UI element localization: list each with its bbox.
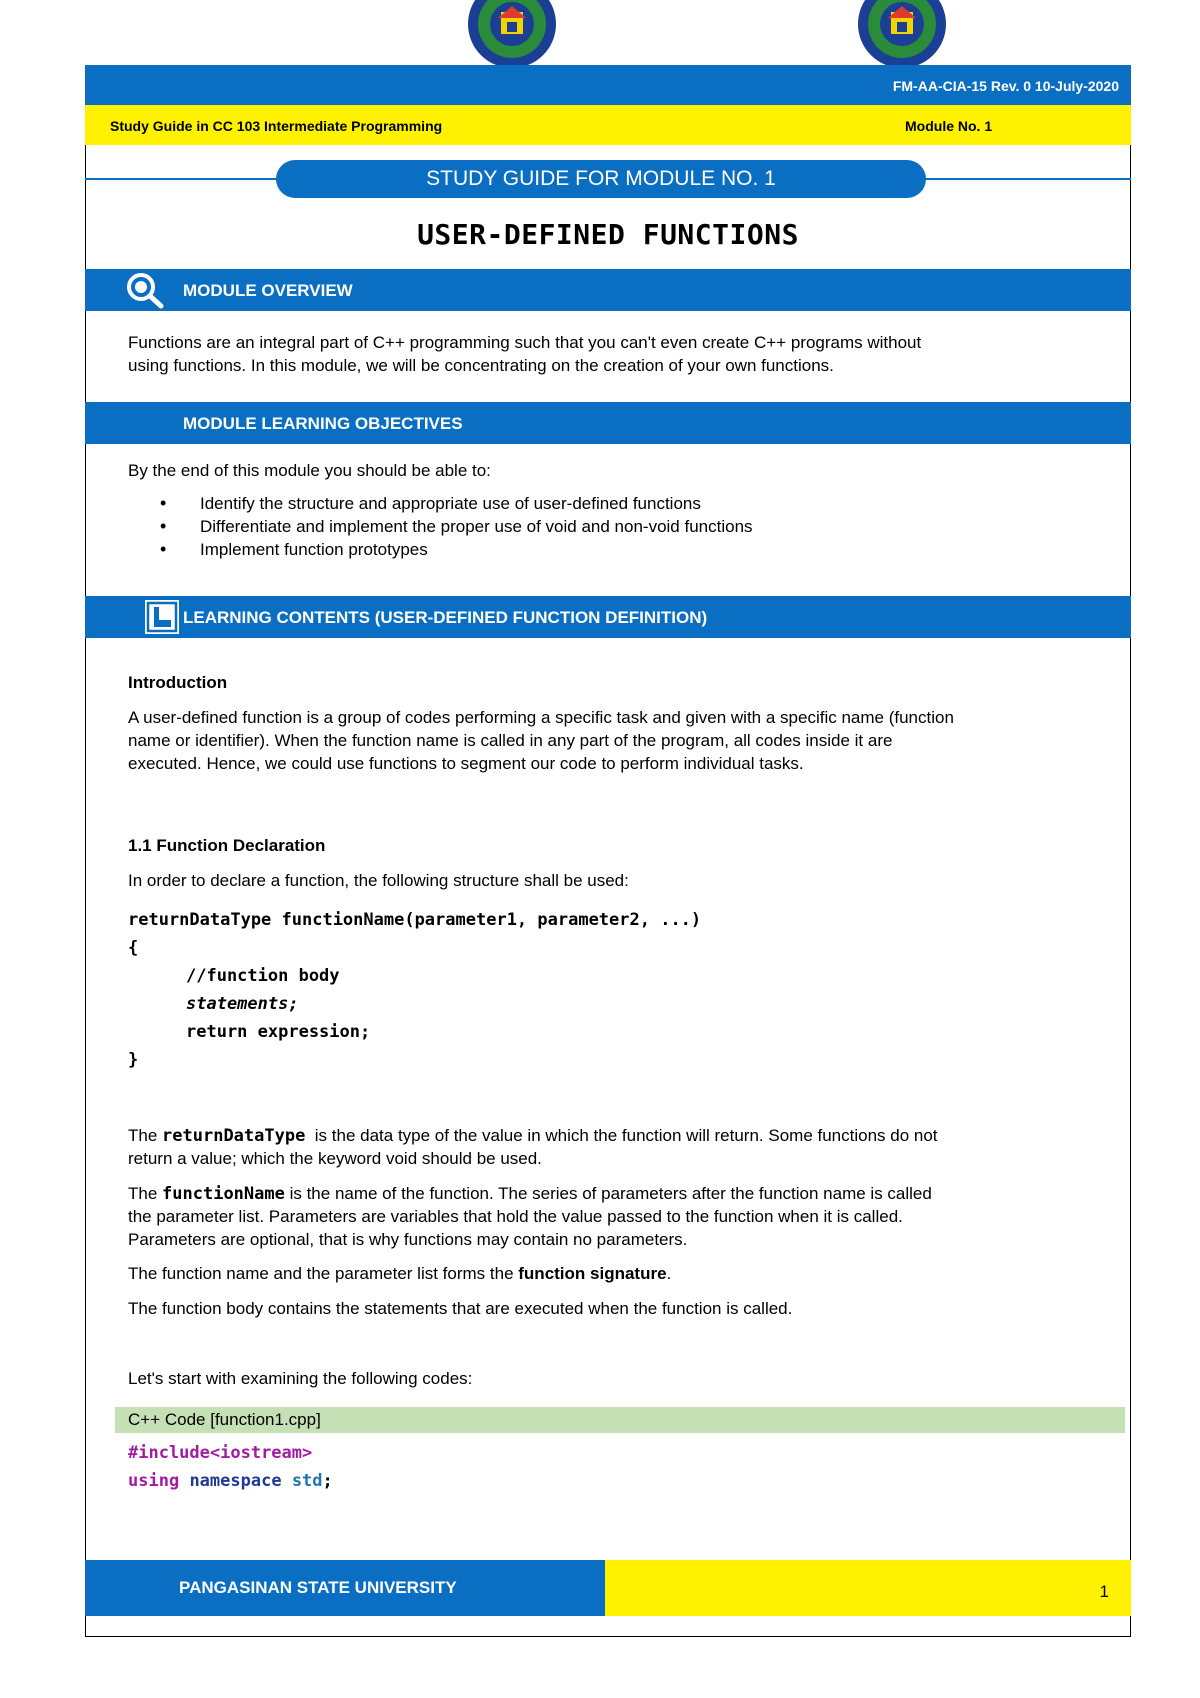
using-keyword: using bbox=[128, 1471, 180, 1491]
university-name: PANGASINAN STATE UNIVERSITY bbox=[179, 1578, 457, 1597]
return-type-paragraph-line-2: return a value; which the keyword void should be used. bbox=[128, 1149, 542, 1168]
objective-item: • Implement function prototypes bbox=[160, 538, 753, 561]
overview-line-2: using functions. In this module, we will be concentrating on the creation of your own functions. bbox=[128, 356, 834, 375]
text-run: is the name of the function. The series of parameters after the function name is called bbox=[284, 1184, 932, 1203]
book-icon bbox=[145, 600, 179, 634]
text-run: The bbox=[128, 1184, 163, 1203]
intro-line-3: executed. Hence, we could use functions to segment our code to perform individual tasks. bbox=[128, 754, 804, 773]
code-close-brace: } bbox=[128, 1050, 139, 1070]
course-bar bbox=[85, 105, 1131, 145]
text-run: is the data type of the value in which the function will return. Some functions do not bbox=[305, 1126, 938, 1145]
namespace-keyword: namespace bbox=[189, 1471, 282, 1491]
course-title: Study Guide in CC 103 Intermediate Programming bbox=[110, 118, 443, 134]
objectives-intro: By the end of this module you should be able to: bbox=[128, 461, 491, 480]
function-body-paragraph: The function body contains the statements that are executed when the function is called. bbox=[128, 1299, 793, 1318]
page-title: USER-DEFINED FUNCTIONS bbox=[417, 218, 799, 251]
code-using-line bbox=[128, 1467, 333, 1495]
overview-line-1: Functions are an integral part of C++ programming such that you can't even create C++ programs without bbox=[128, 333, 922, 352]
return-type-paragraph bbox=[128, 1124, 938, 1148]
code-include-line bbox=[128, 1439, 333, 1467]
objective-item: • Identify the structure and appropriate use of user-defined functions bbox=[160, 492, 753, 515]
code-file-label: C++ Code [function1.cpp] bbox=[128, 1410, 321, 1429]
code-return: return expression; bbox=[186, 1022, 371, 1042]
footer-page-bar bbox=[605, 1560, 1131, 1616]
code-comment: //function body bbox=[186, 966, 340, 986]
module-overview-heading: MODULE OVERVIEW bbox=[183, 281, 353, 300]
module-overview-header bbox=[85, 269, 1131, 311]
objectives-list bbox=[160, 492, 753, 561]
declaration-intro: In order to declare a function, the following structure shall be used: bbox=[128, 871, 629, 890]
page-number: 1 bbox=[1099, 1582, 1109, 1601]
footer-university-bar bbox=[85, 1560, 605, 1616]
intro-line-1: A user-defined function is a group of codes performing a specific task and given with a specific name (function bbox=[128, 708, 954, 727]
text-run: The function name and the parameter list forms the bbox=[128, 1264, 519, 1283]
function-name-term: functionName bbox=[162, 1184, 285, 1204]
function-name-paragraph-line-2: the parameter list. Parameters are variables that hold the value passed to the function when it is called. bbox=[128, 1207, 903, 1226]
learning-objectives-heading: MODULE LEARNING OBJECTIVES bbox=[183, 414, 463, 433]
university-seal-right bbox=[854, 0, 950, 68]
introduction-heading: Introduction bbox=[128, 673, 228, 692]
intro-line-2: name or identifier). When the function name is called in any part of the program, all codes inside it are bbox=[128, 731, 893, 750]
function-declaration-heading: 1.1 Function Declaration bbox=[128, 836, 326, 855]
objective-item: • Differentiate and implement the proper use of void and non-void functions bbox=[160, 515, 753, 538]
university-seal-left bbox=[464, 0, 560, 68]
function-name-paragraph bbox=[128, 1182, 932, 1206]
declaration-code-block bbox=[128, 906, 701, 1074]
text-run: . bbox=[666, 1264, 672, 1283]
include-directive: #include bbox=[128, 1443, 210, 1463]
magnifier-icon bbox=[125, 271, 165, 309]
learning-objectives-header bbox=[85, 402, 1131, 444]
learning-contents-header bbox=[85, 596, 1131, 638]
form-code-bar bbox=[85, 65, 1131, 105]
code-label-bar bbox=[115, 1407, 1125, 1433]
std-identifier: std bbox=[291, 1471, 323, 1491]
signature-paragraph bbox=[128, 1262, 671, 1285]
function-signature-term: function signature bbox=[518, 1264, 667, 1283]
text-run: The bbox=[128, 1126, 163, 1145]
code-signature: returnDataType functionName(parameter1, parameter2, ...) bbox=[128, 910, 702, 930]
examine-intro: Let's start with examining the following codes: bbox=[128, 1369, 473, 1388]
return-type-term: returnDataType bbox=[162, 1126, 306, 1146]
example-code-block bbox=[128, 1439, 333, 1495]
module-number: Module No. 1 bbox=[905, 118, 993, 134]
study-guide-banner: STUDY GUIDE FOR MODULE NO. 1 bbox=[276, 160, 926, 198]
code-statements: statements; bbox=[186, 994, 299, 1014]
function-name-paragraph-line-3: Parameters are optional, that is why functions may contain no parameters. bbox=[128, 1230, 688, 1249]
form-code: FM-AA-CIA-15 Rev. 0 10-July-2020 bbox=[892, 78, 1119, 94]
include-library: <iostream> bbox=[209, 1443, 313, 1463]
learning-contents-heading: LEARNING CONTENTS (USER-DEFINED FUNCTION DEFINITION) bbox=[183, 608, 708, 627]
code-open-brace: { bbox=[128, 938, 139, 958]
semicolon: ; bbox=[322, 1471, 333, 1491]
